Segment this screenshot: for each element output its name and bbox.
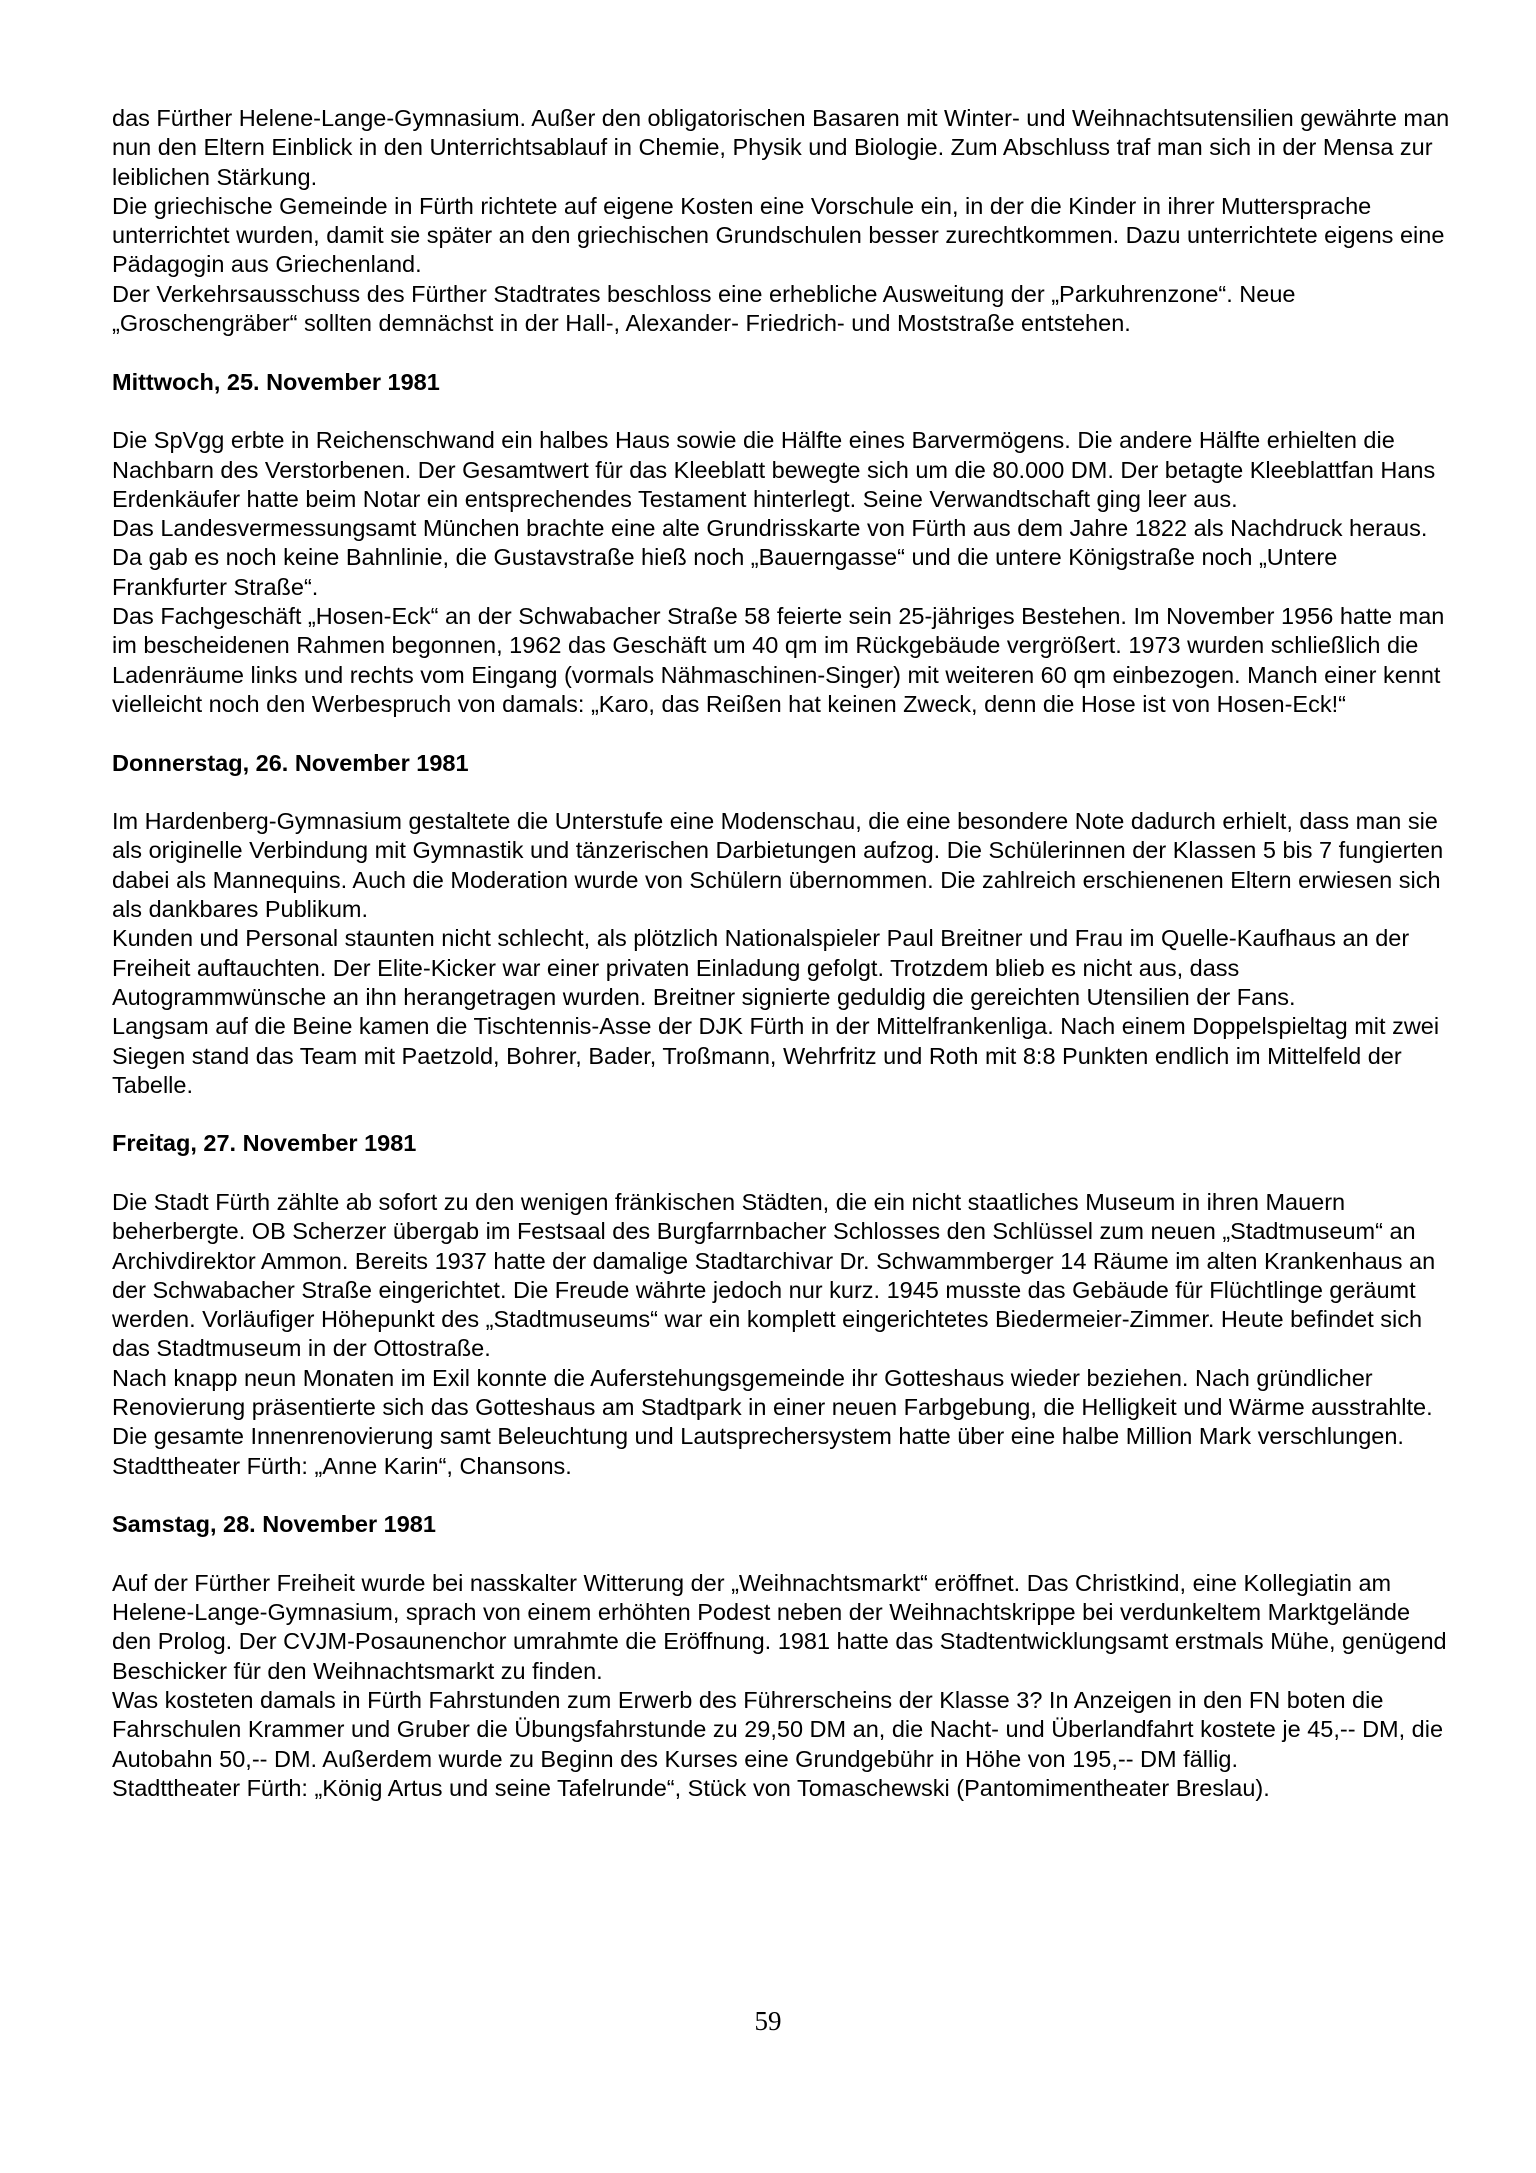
paragraph: Stadttheater Fürth: „König Artus und seine Tafelrunde“, Stück von Tomaschewski (Pantomimentheater Breslau). bbox=[112, 1774, 1270, 1801]
paragraph: Im Hardenberg-Gymnasium gestaltete die Unterstufe eine Modenschau, die eine besondere Note dadurch erhielt, dass man sie als originelle Verbindung mit Gymnastik und tänzerischen Darbietungen aufzog. Die Schülerinnen der Klassen 5 bis 7 fungierten dabei als Mannequins. Auch die Moderation wurde von Schülern übernommen. Die zahlreich erschienenen Eltern erwiesen sich als dankbares Publikum. bbox=[112, 808, 1444, 923]
page-number: 59 bbox=[754, 2006, 782, 2036]
paragraph: Kunden und Personal staunten nicht schlecht, als plötzlich Nationalspieler Paul Breitner und Frau im Quelle-Kaufhaus an der Freiheit auftauchten. Der Elite-Kicker war einer privaten Einladung gefolgt. Trotzdem blieb es nicht aus, dass Autogrammwünsche an ihn herangetragen wurden. Breitner signierte geduldig die gereichten Utensilien der Fans. bbox=[112, 925, 1410, 1010]
section-heading-friday: Freitag, 27. November 1981 bbox=[112, 1130, 417, 1157]
section-heading-wednesday: Mittwoch, 25. November 1981 bbox=[112, 368, 440, 395]
paragraph: Langsam auf die Beine kamen die Tischtennis-Asse der DJK Fürth in der Mittelfrankenliga. Nach einem Doppelspieltag mit zwei Siegen stand das Team mit Paetzold, Bohrer, Bader, Troßmann, Wehrfritz und Roth mit 8:8 Punkten endlich im Mittelfeld der Tabelle. bbox=[112, 1013, 1440, 1098]
document-content bbox=[112, 104, 1452, 1803]
paragraph: Das Fachgeschäft „Hosen-Eck“ an der Schwabacher Straße 58 feierte sein 25-jähriges Bestehen. Im November 1956 hatte man im bescheidenen Rahmen begonnen, 1962 das Geschäft um 40 qm im Rückgebäude vergrößert. 1973 wurden schließlich die Ladenräume links und rechts vom Eingang (vormals Nähmaschinen-Singer) mit weiteren 60 qm einbezogen. Manch einer kennt vielleicht noch den Werbespruch von damals: „Karo, das Reißen hat keinen Zweck, denn die Hose ist von Hosen-Eck!“ bbox=[112, 603, 1445, 717]
intro-paragraph: das Fürther Helene-Lange-Gymnasium. Außer den obligatorischen Basaren mit Winter- und Weihnachtsutensilien gewährte man nun den Eltern Einblick in den Unterrichtsablauf in Chemie, Physik und Biologie. Zum Abschluss traf man sich in der Mensa zur leiblichen Stärkung. bbox=[112, 105, 1450, 190]
paragraph: Das Landesvermessungsamt München brachte eine alte Grundrisskarte von Fürth aus dem Jahre 1822 als Nachdruck heraus. Da gab es noch keine Bahnlinie, die Gustavstraße hieß noch „Bauerngasse“ und die untere Königstraße noch „Untere Frankfurter Straße“. bbox=[112, 515, 1428, 600]
section-heading-thursday: Donnerstag, 26. November 1981 bbox=[112, 749, 469, 776]
paragraph: Stadttheater Fürth: „Anne Karin“, Chansons. bbox=[112, 1452, 572, 1479]
paragraph: Die Stadt Fürth zählte ab sofort zu den wenigen fränkischen Städten, die ein nicht staatliches Museum in ihren Mauern beherbergte. OB Scherzer übergab im Festsaal des Burgfarrnbacher Schlosses den Schlüssel zum neuen „Stadtmuseum“ an Archivdirektor Ammon. Bereits 1937 hatte der damalige Stadtarchivar Dr. Schwammberger 14 Räume im alten Krankenhaus an der Schwabacher Straße eingerichtet. Die Freude währte jedoch nur kurz. 1945 musste das Gebäude für Flüchtlinge geräumt werden. Vorläufiger Höhepunkt des „Stadtmuseums“ war ein komplett eingerichtetes Biedermeier-Zimmer. Heute befindet sich das Stadtmuseum in der Ottostraße. bbox=[112, 1188, 1436, 1362]
paragraph: Auf der Fürther Freiheit wurde bei nasskalter Witterung der „Weihnachtsmarkt“ eröffnet. Das Christkind, eine Kollegiatin am Helene-Lange-Gymnasium, sprach von einem erhöhten Podest neben der Weihnachtskrippe bei verdunkeltem Marktgelände den Prolog. Der CVJM-Posaunenchor umrahmte die Eröffnung. 1981 hatte das Stadtentwicklungsamt erstmals Mühe, genügend Beschicker für den Weihnachtsmarkt zu finden. bbox=[112, 1569, 1447, 1684]
paragraph: Nach knapp neun Monaten im Exil konnte die Auferstehungsgemeinde ihr Gotteshaus wieder beziehen. Nach gründlicher Renovierung präsentierte sich das Gotteshaus am Stadtpark in einer neuen Farbgebung, die Helligkeit und Wärme ausstrahlte. Die gesamte Innenrenovierung samt Beleuchtung und Lautsprechersystem hatte über eine halbe Million Mark verschlungen. bbox=[112, 1364, 1433, 1450]
intro-paragraph: Der Verkehrsausschuss des Fürther Stadtrates beschloss eine erhebliche Ausweitung der „Parkuhrenzone“. Neue „Groschengräber“ sollten demnächst in der Hall-, Alexander- Friedrich- und Moststraße entstehen. bbox=[112, 280, 1296, 337]
paragraph: Die SpVgg erbte in Reichenschwand ein halbes Haus sowie die Hälfte eines Barvermögens. Die andere Hälfte erhielten die Nachbarn des Verstorbenen. Der Gesamtwert für das Kleeblatt bewegte sich um die 80.000 DM. Der betagte Kleeblattfan Hans Erdenkäufer hatte beim Notar ein entsprechendes Testament hinterlegt. Seine Verwandtschaft ging leer aus. bbox=[112, 427, 1436, 512]
intro-paragraph: Die griechische Gemeinde in Fürth richtete auf eigene Kosten eine Vorschule ein, in der die Kinder in ihrer Muttersprache unterrichtet wurden, damit sie später an den griechischen Grundschulen besser zurechtkommen. Dazu unterrichtete eigens eine Pädagogin aus Griechenland. bbox=[112, 192, 1445, 278]
section-heading-saturday: Samstag, 28. November 1981 bbox=[112, 1511, 436, 1538]
paragraph: Was kosteten damals in Fürth Fahrstunden zum Erwerb des Führerscheins der Klasse 3? In Anzeigen in den FN boten die Fahrschulen Krammer und Gruber die Übungsfahrstunde zu 29,50 DM an, die Nacht- und Überlandfahrt kostete je 45,-- DM, die Autobahn 50,-- DM. Außerdem wurde zu Beginn des Kurses eine Grundgebühr in Höhe von 195,-- DM fällig. bbox=[112, 1687, 1444, 1772]
